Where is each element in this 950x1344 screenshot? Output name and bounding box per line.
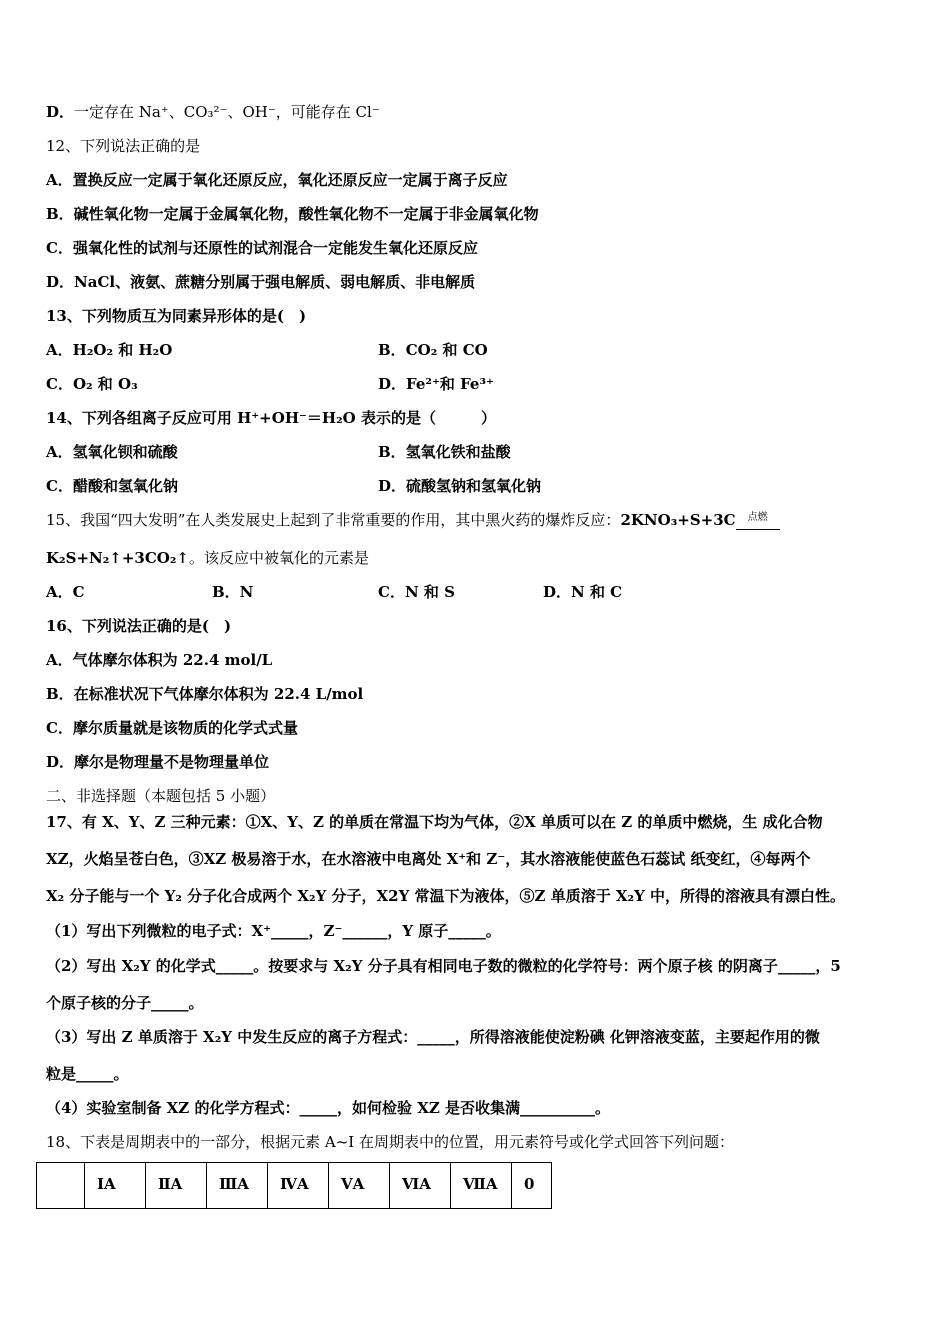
table-header-cell: ⅤA (329, 1163, 390, 1209)
q17-line2: XZ，火焰呈苍白色，③XZ 极易溶于水，在水溶液中电离处 X⁺和 Z⁻，其水溶液能使蓝色石蕊试 纸变红，④每两个 (46, 850, 811, 868)
q18-stem: 18、下表是周期表中的一部分，根据元素 A~I 在周期表中的位置，用元素符号或化学式回答下列问题： (46, 1133, 734, 1151)
q12-option-a: A．置换反应一定属于氧化还原反应，氧化还原反应一定属于离子反应 (46, 171, 508, 189)
q14-option-c: C．醋酸和氢氧化钠 (46, 477, 178, 495)
option-text: 一定存在 Na⁺、CO₃²⁻、OH⁻，可能存在 Cl⁻ (74, 103, 380, 121)
q13-option-a (46, 340, 172, 360)
q13-stem: 13、下列物质互为同素异形体的是( ) (46, 307, 307, 325)
q17-part3-line2: 粒是_____。 (46, 1065, 129, 1083)
condition-label: 点燃 (747, 512, 768, 523)
q14-stem: 14、下列各组离子反应可用 H⁺+OH⁻＝H₂O 表示的是（ ） (46, 409, 496, 427)
q17-part1: （1）写出下列微粒的电子式：X⁺_____，Z⁻______，Y 原子_____。 (46, 922, 501, 940)
q12-option-d: D．NaCl、液氨、蔗糖分别属于强电解质、弱电解质、非电解质 (46, 273, 476, 291)
q15-option-a: A．C (46, 583, 85, 601)
q13-option-c (46, 374, 138, 394)
table-row (37, 1163, 552, 1209)
table-header-cell: ⅡA (146, 1163, 207, 1209)
q16-stem: 16、下列说法正确的是( ) (46, 617, 232, 635)
table-cell-blank (37, 1163, 85, 1209)
reaction-condition (736, 512, 780, 530)
q12-option-b: B．碱性氧化物一定属于金属氧化物，酸性氧化物不一定属于非金属氧化物 (46, 205, 539, 223)
q13-option-d (378, 374, 494, 394)
q15-stem-text2: 。该反应中被氧化的元素是 (189, 549, 370, 567)
q12-stem: 12、下列说法正确的是 (46, 137, 201, 155)
q13-option-b (378, 340, 488, 360)
option-label: D． (378, 375, 407, 393)
q17-part4: （4）实验室制备 XZ 的化学方程式：_____，如何检验 XZ 是否收集满__________。 (46, 1099, 611, 1117)
table-header-cell: 0 (512, 1163, 552, 1209)
table-header-cell: ⅣA (268, 1163, 329, 1209)
table-header-cell: ⅥA (390, 1163, 451, 1209)
table-header-cell: ⅠA (85, 1163, 146, 1209)
option-text: H₂O₂ 和 H₂O (72, 341, 173, 359)
q15-option-d: D．N 和 C (543, 583, 623, 601)
q14-option-a: A．氢氧化钡和硫酸 (46, 443, 178, 461)
periodic-table-fragment (36, 1162, 552, 1209)
option-label: D． (46, 103, 75, 121)
section-heading: 二、非选择题（本题包括 5 小题） (46, 787, 276, 805)
q16-option-a: A．气体摩尔体积为 22.4 mol/L (46, 651, 273, 669)
q14-option-d: D．硫酸氢钠和氢氧化钠 (378, 477, 542, 495)
q15-products: K₂S+N₂↑+3CO₂↑ (46, 549, 190, 567)
q17-line3: X₂ 分子能与一个 Y₂ 分子化合成两个 X₂Y 分子，X2Y 常温下为液体，⑤Z 单质溶于 X₂Y 中，所得的溶液具有漂白性。 (46, 887, 846, 905)
table-header-cell: ⅦA (451, 1163, 512, 1209)
q17-line1: 17、有 X、Y、Z 三种元素：①X、Y、Z 的单质在常温下均为气体，②X 单质可以在 Z 的单质中燃烧，生 成化合物 (46, 813, 823, 831)
q16-option-c: C．摩尔质量就是该物质的化学式式量 (46, 719, 298, 737)
q16-option-b: B．在标准状况下气体摩尔体积为 22.4 L/mol (46, 685, 364, 703)
q15-stem-line1 (46, 510, 780, 530)
q14-option-b: B．氢氧化铁和盐酸 (378, 443, 511, 461)
table-header-cell: ⅢA (207, 1163, 268, 1209)
option-label: C． (46, 375, 73, 393)
q17-part2-line2: 个原子核的分子_____。 (46, 994, 204, 1012)
option-text: O₂ 和 O₃ (72, 375, 138, 393)
q15-stem-line2 (46, 548, 369, 568)
option-label: B． (378, 341, 406, 359)
q17-part3-line1: （3）写出 Z 单质溶于 X₂Y 中发生反应的离子方程式：_____，所得溶液能使淀粉碘 化钾溶液变蓝，主要起作用的微 (46, 1028, 820, 1046)
q16-option-d: D．摩尔是物理量不是物理量单位 (46, 753, 270, 771)
option-label: A． (46, 341, 73, 359)
q17-part2-line1: （2）写出 X₂Y 的化学式_____。按要求与 X₂Y 分子具有相同电子数的微粒的化学符号：两个原子核 的阴离子_____，5 (46, 957, 841, 975)
q11-option-d (46, 102, 380, 122)
q12-option-c: C．强氧化性的试剂与还原性的试剂混合一定能发生氧化还原反应 (46, 239, 478, 257)
q15-option-c: C．N 和 S (378, 583, 455, 601)
q15-option-b: B．N (212, 583, 254, 601)
option-text: Fe²⁺和 Fe³⁺ (406, 375, 494, 393)
q15-stem-text: 15、我国“四大发明”在人类发展史上起到了非常重要的作用，其中黑火药的爆炸反应： (46, 511, 621, 529)
option-text: CO₂ 和 CO (405, 341, 488, 359)
q15-reactants: 2KNO₃+S+3C (620, 511, 736, 529)
